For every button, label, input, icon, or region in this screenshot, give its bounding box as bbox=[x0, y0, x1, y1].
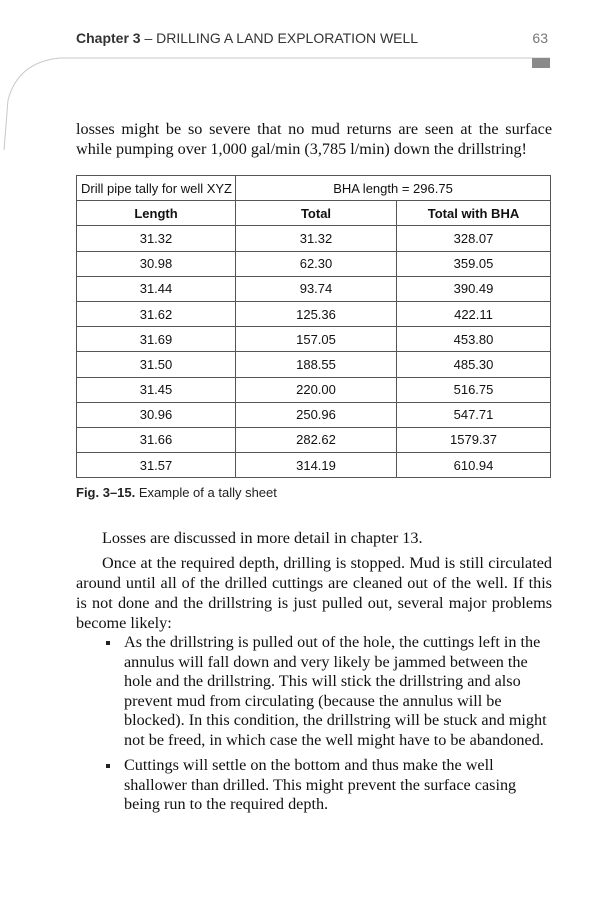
table-row bbox=[77, 301, 551, 326]
cell-total: 31.32 bbox=[236, 226, 397, 251]
cell-total: 93.74 bbox=[236, 276, 397, 301]
cell-length: 31.32 bbox=[77, 226, 236, 251]
bullet-square-icon bbox=[106, 641, 110, 645]
cell-total-with-bha: 453.80 bbox=[397, 327, 551, 352]
table-header-row bbox=[77, 201, 551, 226]
cell-length: 31.62 bbox=[77, 301, 236, 326]
figure-label: Fig. 3–15. bbox=[76, 485, 136, 500]
table-row bbox=[77, 453, 551, 478]
thumb-tab-marker bbox=[532, 58, 550, 68]
table-row bbox=[77, 327, 551, 352]
cell-length: 30.98 bbox=[77, 251, 236, 276]
running-header bbox=[76, 30, 550, 50]
table-row bbox=[77, 402, 551, 427]
cell-total: 188.55 bbox=[236, 352, 397, 377]
table-row bbox=[77, 352, 551, 377]
figure-caption bbox=[76, 485, 277, 500]
cell-total-with-bha: 1579.37 bbox=[397, 427, 551, 452]
cell-total: 282.62 bbox=[236, 427, 397, 452]
cell-total-with-bha: 328.07 bbox=[397, 226, 551, 251]
column-header-total: Total bbox=[236, 201, 397, 226]
cell-total-with-bha: 390.49 bbox=[397, 276, 551, 301]
cell-length: 31.57 bbox=[77, 453, 236, 478]
cell-length: 31.50 bbox=[77, 352, 236, 377]
tally-table bbox=[76, 175, 551, 478]
table-row bbox=[77, 427, 551, 452]
cell-length: 30.96 bbox=[77, 402, 236, 427]
chapter-separator: – bbox=[140, 30, 157, 46]
list-item-text: Cuttings will settle on the bottom and thus make the well shallower than drilled. This might prevent the surface casing being run to the required depth. bbox=[124, 756, 517, 813]
chapter-heading bbox=[76, 30, 418, 46]
column-header-length: Length bbox=[77, 201, 236, 226]
figure-caption-text: Example of a tally sheet bbox=[135, 485, 277, 500]
cell-total-with-bha: 610.94 bbox=[397, 453, 551, 478]
cell-total-with-bha: 516.75 bbox=[397, 377, 551, 402]
paragraph-losses-reference: Losses are discussed in more detail in chapter 13. bbox=[102, 529, 423, 547]
column-header-total-with-bha: Total with BHA bbox=[397, 201, 551, 226]
table-title-row bbox=[77, 176, 551, 201]
cell-total-with-bha: 422.11 bbox=[397, 301, 551, 326]
cell-length: 31.44 bbox=[77, 276, 236, 301]
cell-total: 125.36 bbox=[236, 301, 397, 326]
table-row bbox=[77, 276, 551, 301]
cell-total: 157.05 bbox=[236, 327, 397, 352]
table-row bbox=[77, 251, 551, 276]
table-body bbox=[77, 226, 551, 478]
table-row bbox=[77, 377, 551, 402]
bullet-square-icon bbox=[106, 764, 110, 768]
cell-total: 314.19 bbox=[236, 453, 397, 478]
bha-length-label: BHA length = 296.75 bbox=[236, 176, 551, 201]
table-row bbox=[77, 226, 551, 251]
cell-total: 220.00 bbox=[236, 377, 397, 402]
list-item bbox=[100, 633, 550, 750]
page-number: 63 bbox=[532, 30, 548, 46]
cell-total-with-bha: 547.71 bbox=[397, 402, 551, 427]
list-item bbox=[100, 756, 550, 815]
table-title: Drill pipe tally for well XYZ bbox=[77, 176, 236, 201]
chapter-title: DRILLING A LAND EXPLORATION WELL bbox=[156, 30, 419, 46]
problem-list bbox=[100, 633, 550, 821]
cell-total: 250.96 bbox=[236, 402, 397, 427]
paragraph-losses: losses might be so severe that no mud returns are seen at the surface while pumping over 1,000 gal/min (3,785 l/min) down the drillstring! bbox=[76, 120, 552, 158]
cell-length: 31.69 bbox=[77, 327, 236, 352]
cell-length: 31.66 bbox=[77, 427, 236, 452]
cell-total: 62.30 bbox=[236, 251, 397, 276]
cell-total-with-bha: 359.05 bbox=[397, 251, 551, 276]
paragraph-required-depth: Once at the required depth, drilling is stopped. Mud is still circulated around until all of the drilled cuttings are cleaned out of the well. If this is not done and the drillstring is just pulled out, several major problems become likely: bbox=[76, 554, 552, 632]
chapter-label: Chapter 3 bbox=[76, 30, 141, 46]
cell-length: 31.45 bbox=[77, 377, 236, 402]
list-item-text: As the drillstring is pulled out of the hole, the cuttings left in the annulus will fall down and very likely be jammed between the hole and the drillstring. This will stick the drillstring and also prevent mud from circulating (because the annulus will be blocked). In this condition, the drillstring will be stuck and might not be freed, in which case the well might have to be abandoned. bbox=[124, 633, 547, 749]
cell-total-with-bha: 485.30 bbox=[397, 352, 551, 377]
